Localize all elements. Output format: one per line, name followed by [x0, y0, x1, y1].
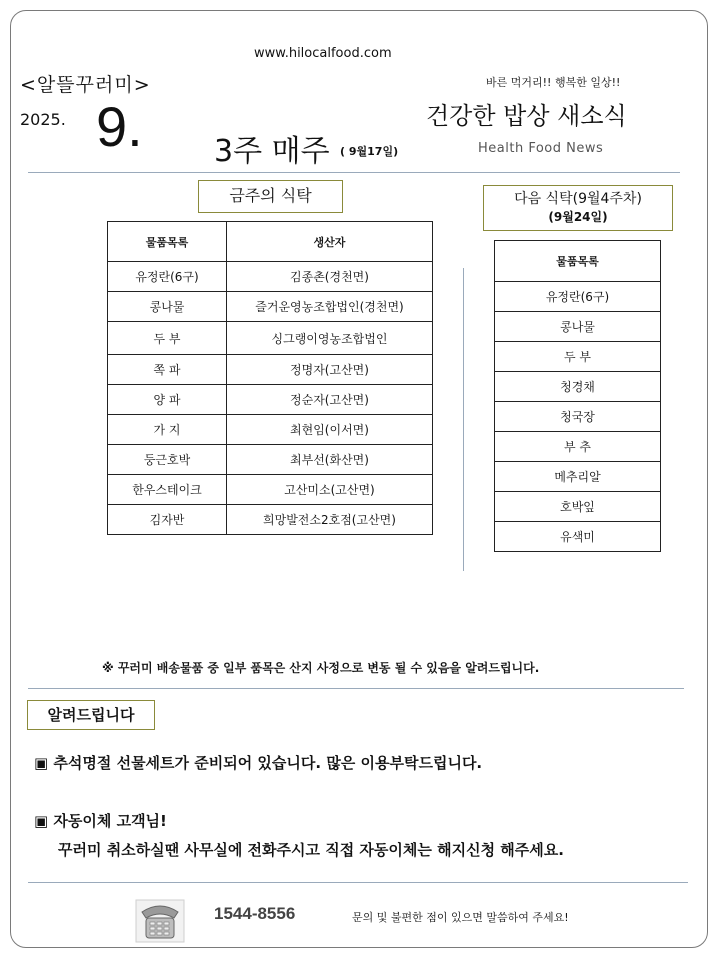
producer-cell: 김종촌(경천면) — [227, 262, 433, 292]
column-header-items: 물품목록 — [108, 222, 227, 262]
table-row — [495, 492, 661, 522]
this-week-table — [107, 221, 433, 535]
table-row — [495, 402, 661, 432]
table-header-row — [495, 241, 661, 282]
notice-divider — [28, 688, 684, 689]
next-week-date: (9월24일) — [548, 210, 608, 224]
table-row — [495, 432, 661, 462]
producer-cell: 정순자(고산면) — [227, 385, 433, 415]
item-cell: 유정란(6구) — [495, 282, 661, 312]
slogan: 바른 먹거리!! 행복한 일상!! — [486, 76, 621, 89]
issue-week-date: ( 9월17일) — [340, 145, 399, 158]
footer-divider — [28, 882, 688, 883]
announcement-autopay-detail: 꾸러미 취소하실땐 사무실에 전화주시고 직접 자동이체는 해지신청 해주세요. — [58, 841, 564, 859]
table-row — [108, 505, 433, 535]
contact-message: 문의 및 불편한 점이 있으면 말씀하여 주세요! — [352, 911, 569, 924]
item-cell: 청국장 — [495, 402, 661, 432]
telephone-icon — [134, 898, 186, 944]
item-cell: 유색미 — [495, 522, 661, 552]
next-week-table — [494, 240, 661, 552]
table-row — [108, 445, 433, 475]
table-row — [495, 522, 661, 552]
table-row — [495, 342, 661, 372]
item-cell: 콩나물 — [495, 312, 661, 342]
header-divider — [28, 172, 680, 173]
producer-cell: 최현임(이서면) — [227, 415, 433, 445]
producer-cell: 즐거운영농조합법인(경천면) — [227, 292, 433, 322]
issue-week: 3주 매주 — [214, 134, 330, 169]
column-divider — [463, 268, 464, 571]
producer-cell: 정명자(고산면) — [227, 355, 433, 385]
item-cell: 두 부 — [495, 342, 661, 372]
newsletter-title: 건강한 밥상 새소식 — [426, 102, 627, 130]
producer-cell: 싱그랭이영농조합법인 — [227, 322, 433, 355]
table-row — [495, 462, 661, 492]
producer-cell: 최부선(화산면) — [227, 445, 433, 475]
item-cell: 유정란(6구) — [108, 262, 227, 292]
item-cell: 한우스테이크 — [108, 475, 227, 505]
table-row — [108, 415, 433, 445]
phone-number[interactable]: 1544-8556 — [214, 904, 296, 923]
announcements-title: 알려드립니다 — [27, 700, 155, 730]
table-row — [108, 322, 433, 355]
item-cell: 호박잎 — [495, 492, 661, 522]
announcement-autopay-heading: ▣ 자동이체 고객님! — [34, 812, 167, 830]
item-cell: 김자반 — [108, 505, 227, 535]
this-week-title: 금주의 식탁 — [198, 180, 343, 213]
item-cell: 청경채 — [495, 372, 661, 402]
item-cell: 메추리알 — [495, 462, 661, 492]
item-cell: 가 지 — [108, 415, 227, 445]
next-week-heading: 다음 식탁(9월4주차) — [514, 191, 642, 207]
item-cell: 쪽 파 — [108, 355, 227, 385]
table-row — [108, 292, 433, 322]
newsletter-subtitle: Health Food News — [478, 141, 604, 156]
item-cell: 양 파 — [108, 385, 227, 415]
table-row — [108, 475, 433, 505]
table-row — [108, 355, 433, 385]
table-row — [495, 312, 661, 342]
producer-cell: 고산미소(고산면) — [227, 475, 433, 505]
issue-year: 2025. — [20, 110, 66, 129]
producer-cell: 희망발전소2호점(고산면) — [227, 505, 433, 535]
column-header-producer: 생산자 — [227, 222, 433, 262]
table-row — [495, 282, 661, 312]
item-cell: 두 부 — [108, 322, 227, 355]
website-url[interactable]: www.hilocalfood.com — [254, 46, 392, 61]
table-row — [495, 372, 661, 402]
delivery-notice: ※ 꾸러미 배송물품 중 일부 품목은 산지 사정으로 변동 될 수 있음을 알려드립니다. — [102, 661, 540, 675]
table-header-row — [108, 222, 433, 262]
issue-month: 9. — [96, 95, 143, 158]
next-week-title — [483, 185, 673, 231]
item-cell: 둥근호박 — [108, 445, 227, 475]
item-cell: 부 추 — [495, 432, 661, 462]
announcement-gift-set: ▣ 추석명절 선물세트가 준비되어 있습니다. 많은 이용부탁드립니다. — [34, 754, 483, 772]
table-row — [108, 262, 433, 292]
table-row — [108, 385, 433, 415]
brand-name: <알뜰꾸러미> — [20, 74, 151, 96]
item-cell: 콩나물 — [108, 292, 227, 322]
column-header-items: 물품목록 — [495, 241, 661, 282]
